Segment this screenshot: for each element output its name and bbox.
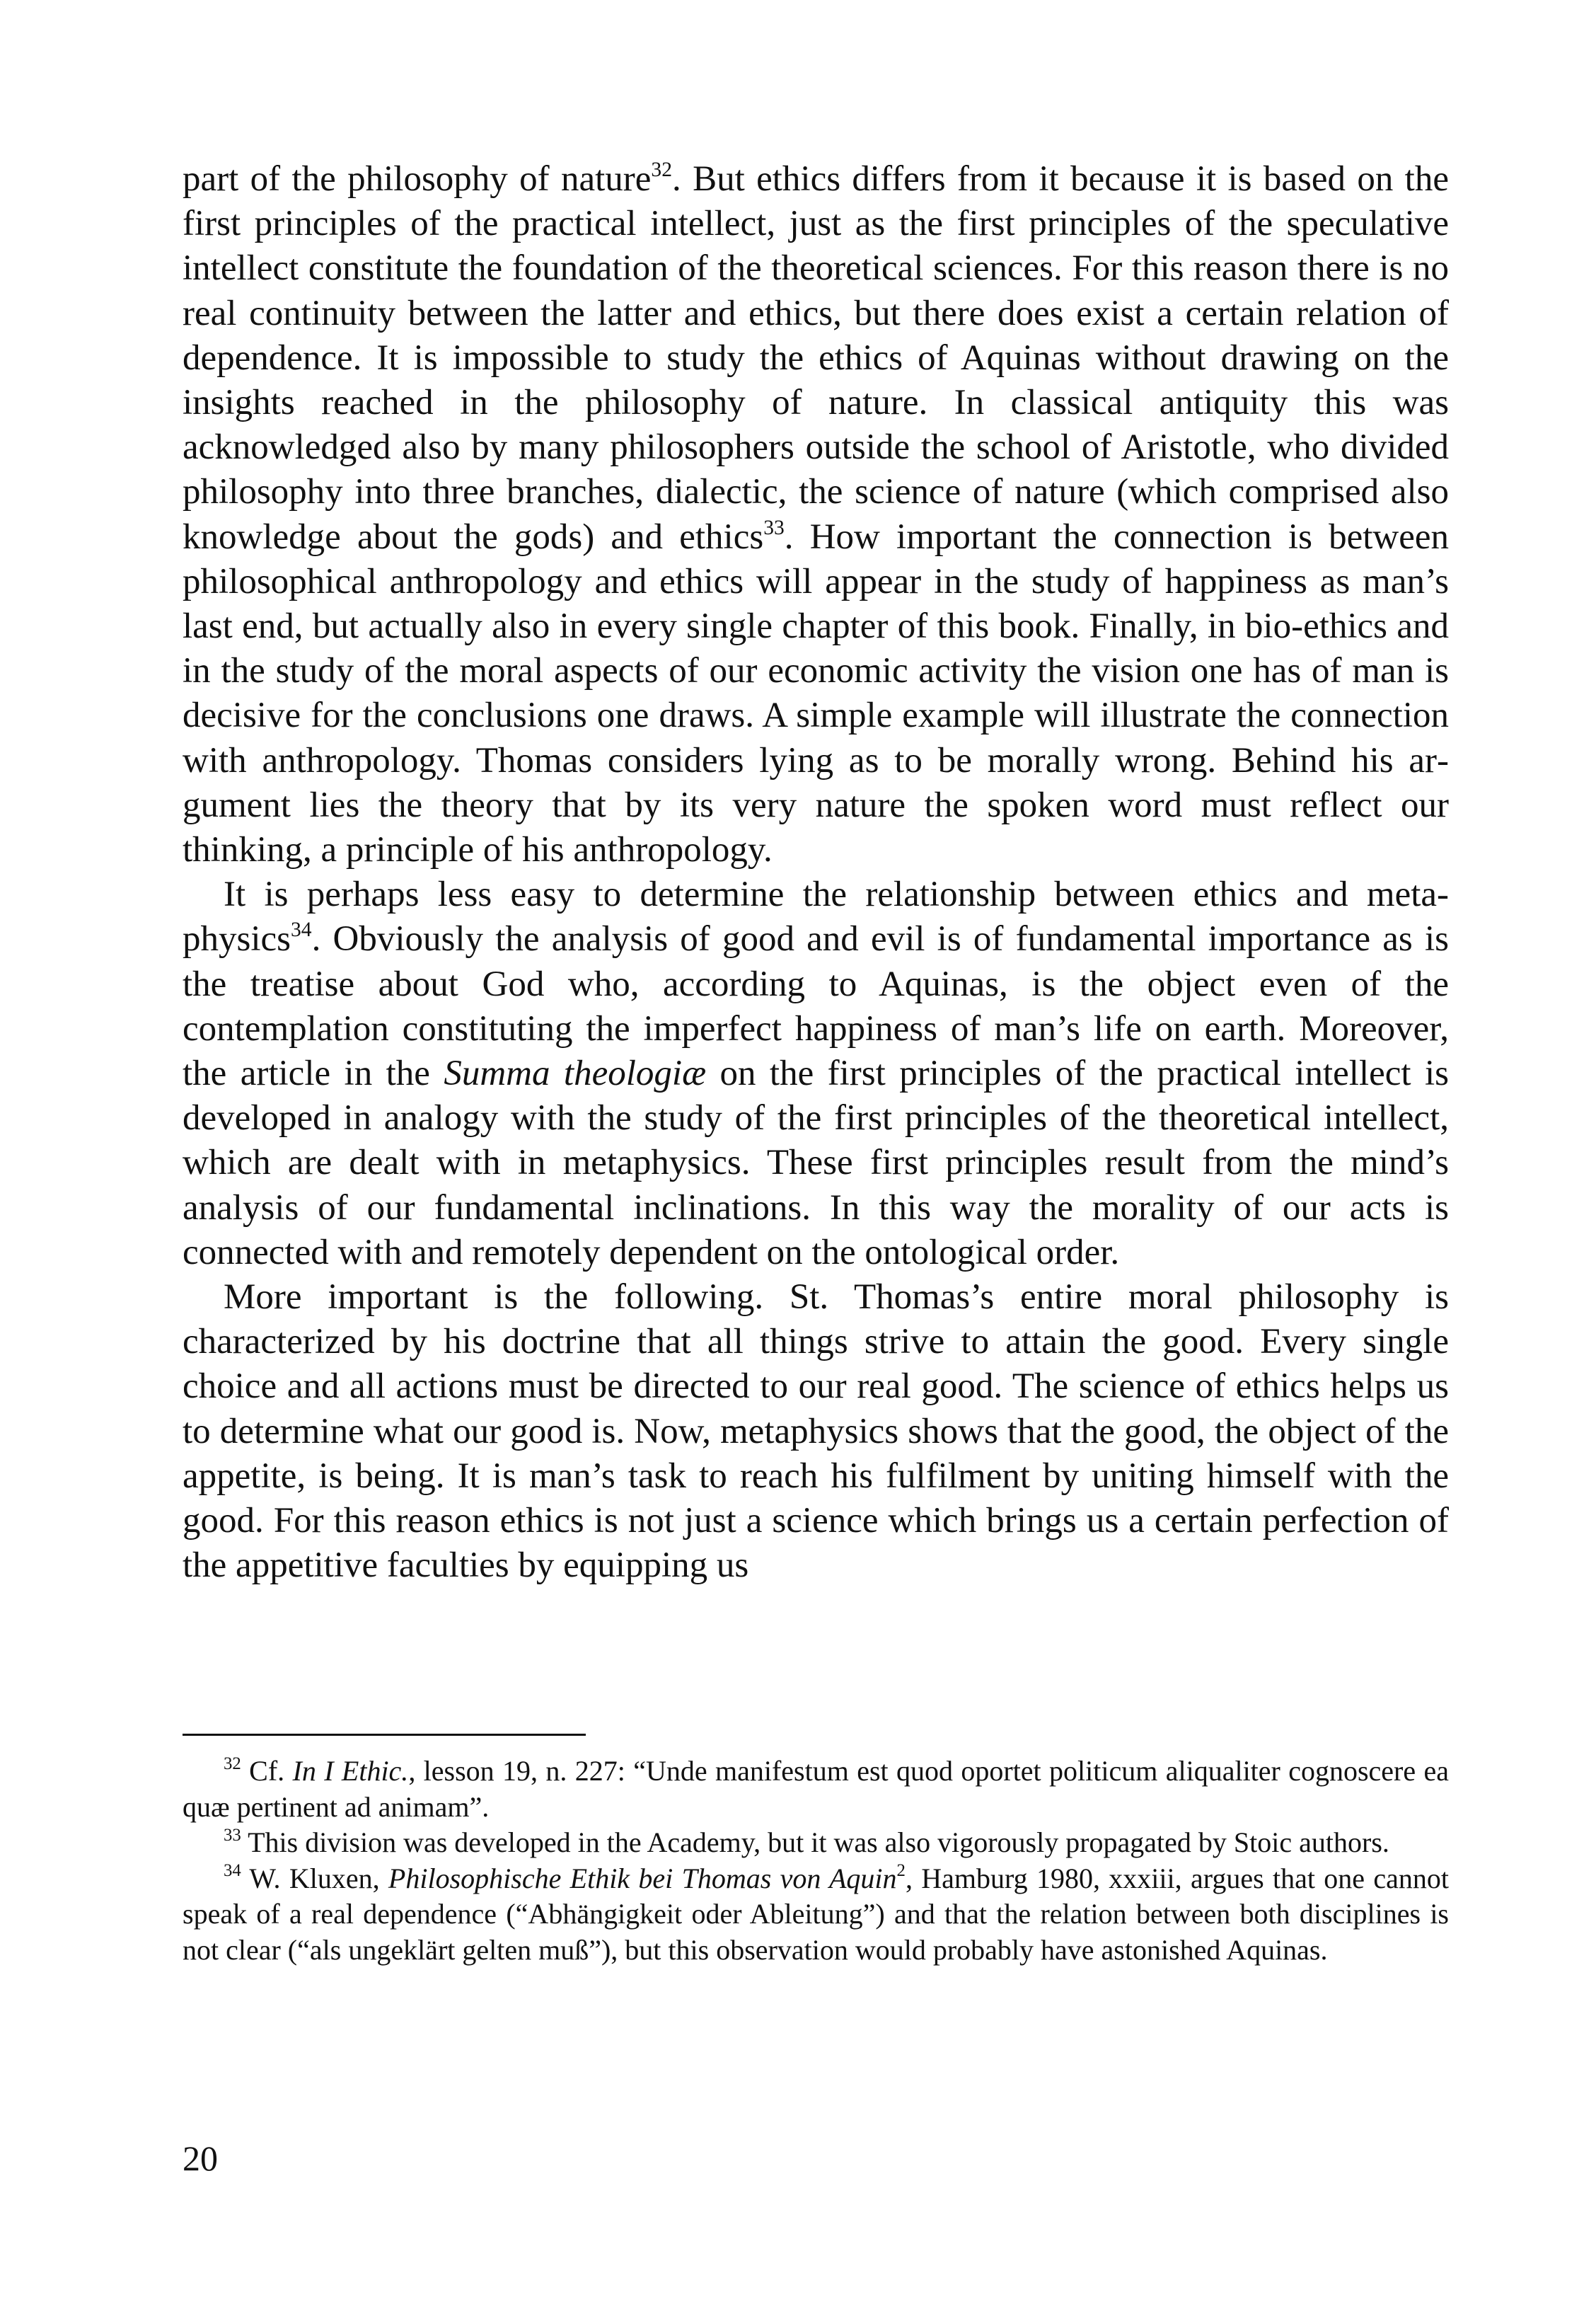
footnote-32-title: In I Ethic. bbox=[292, 1755, 409, 1787]
paragraph-2-part-a: It is perhaps less easy to determine the relationship between ethics and metaphysics bbox=[183, 875, 1449, 960]
footnote-ref-33: 33 bbox=[763, 516, 785, 539]
footnote-33-text: This division was developed in the Academy, but it was also vigorously propagated by Stoic authors. bbox=[241, 1826, 1389, 1858]
footnote-34-part-b: , Hamburg 1980, xxxiii, argues that one cannot speak of a real dependence (“Abhängigkeit oder Ableitung”) and that the relation between both disciplines is not clear (“als ungeklärt gelten muß”), but this observation would probably have astonished Aquinas. bbox=[183, 1862, 1449, 1966]
footnote-32-part-a: Cf. bbox=[241, 1755, 293, 1787]
footnote-ref-32: 32 bbox=[651, 159, 672, 181]
paragraph-3: More important is the following. St. Thomas’s entire moral philosophy is characterized by his doctrine that all things strive to attain the good. Every single choice and all actions must be directed to our real good. The science of ethics helps us to determine what our good is. Now, metaphysics shows that the good, the object of the appetite, is being. It is man’s task to reach his fulfilment by uniting himself with the good. For this reason ethics is not just a science which brings us a certain perfection of the appetitive faculties by equipping us bbox=[183, 1277, 1449, 1586]
paragraph-2-part-b: . Obviously the analysis of good and evil is of fundamental importance as is the treatise about God who, according to Aquinas, is the object even of the contemplation constituting the imperfect happiness of man’s life on earth. Moreover, the article in the bbox=[183, 919, 1449, 1094]
paragraph-2 bbox=[183, 872, 1449, 1275]
footnote-number-32: 32 bbox=[224, 1753, 241, 1773]
footnote-33 bbox=[183, 1825, 1449, 1861]
paragraph-1-part-c: . How important the connection is between philosophical anthropology and ethics will appear in the study of happiness as man’s last end, but actually also in every single chapter of this book. Finally, in bio-ethics and in the study of the moral aspects of our economic activity the vision one has of man is decisive for the conclusions one draws. A simple example will illustrate the connection with anthropology. Thomas considers lying as to be morally wrong. Behind his argument lies the theory that by its very nature the spoken word must reflect our thinking, a principle of his anthropology. bbox=[183, 517, 1450, 870]
summa-title: Summa theologiæ bbox=[444, 1054, 707, 1094]
paragraph-1-part-a: part of the philosophy of nature bbox=[183, 159, 652, 199]
paragraph-1-part-b: . But ethics differs from it because it is based on the first principles of the practical intellect, just as the first principles of the speculative intellect constitute the foundation of the theoretical sciences. For this reason there is no real continuity between the latter and ethics, but there does exist a certain relation of dependence. It is impossible to study the ethics of Aquinas without drawing on the insights reached in the philosophy of nature. In classical antiquity this was acknowledged also by many philosophers outside the school of Aristotle, who divided philosophy into three branches, dialectic, the science of nature (which comprised also knowledge about the gods) and ethics bbox=[183, 159, 1449, 557]
footnote-ref-34: 34 bbox=[291, 918, 312, 942]
footnote-32-part-b: , lesson 19, n. 227: “Unde manifestum est quod oportet politicum aliqualiter cognoscere ea quæ pertinent ad animam”. bbox=[183, 1755, 1450, 1823]
footnote-34-title: Philosophische Ethik bei Thomas von Aquin bbox=[388, 1862, 897, 1894]
footnote-number-34: 34 bbox=[224, 1861, 241, 1881]
paragraph-2-part-c: on the first principles of the practical intellect is developed in analogy with the study of the first principles of the theoretical intellect, which are dealt with in metaphysics. These first principles result from the mind’s analysis of our fundamental inclinations. In this way the morality of our acts is connected with and remotely dependent on the ontological order. bbox=[183, 1054, 1449, 1272]
footnote-number-33: 33 bbox=[224, 1825, 241, 1845]
footnotes bbox=[183, 1753, 1449, 1968]
footnote-separator bbox=[183, 1734, 586, 1736]
main-text bbox=[183, 157, 1449, 1589]
page-number: 20 bbox=[183, 2138, 218, 2178]
footnote-34 bbox=[183, 1861, 1449, 1969]
footnote-32 bbox=[183, 1753, 1449, 1825]
paragraph-1 bbox=[183, 157, 1449, 872]
footnote-34-edition: 2 bbox=[896, 1861, 906, 1881]
footnote-34-part-a: W. Kluxen, bbox=[241, 1862, 388, 1894]
